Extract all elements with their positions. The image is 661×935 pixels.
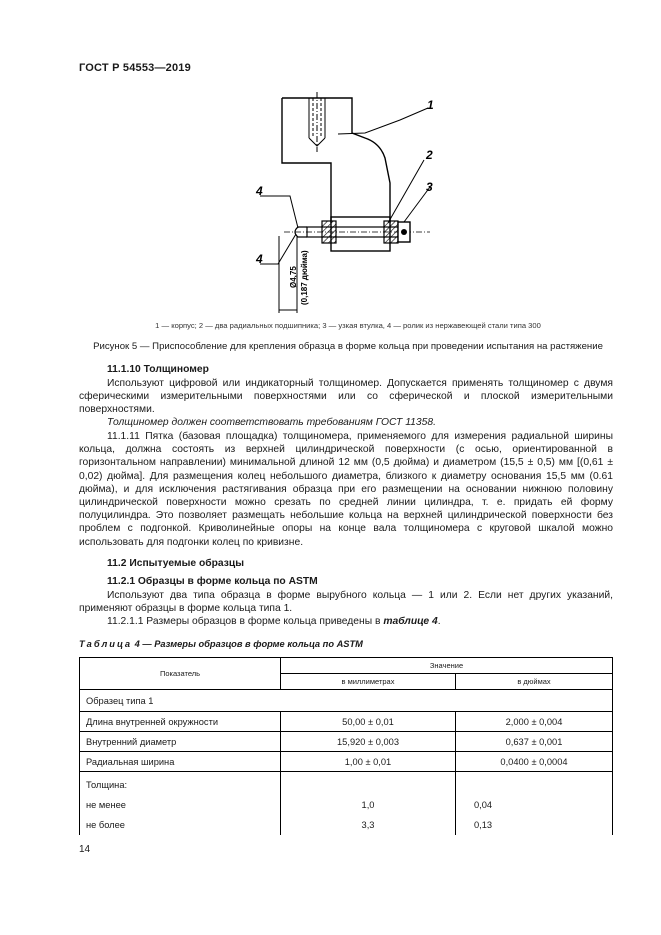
figure-legend: 1 — корпус; 2 — два радиальных подшипника; 3 — узкая втулка, 4 — ролик из нержавеющей стали типа 300 [155,321,541,330]
row-label: не более [86,820,125,830]
paragraph-11-2-1-1 [79,615,613,628]
row-in: 0,13 [474,820,493,830]
thickness-mm [281,772,456,836]
row-label: Радиальная ширина [80,752,281,772]
row-mm: 1,00 ± 0,01 [281,752,456,772]
row-label: Внутренний диаметр [80,732,281,752]
paragraph-11-2-1: Используют два типа образца в форме вырубного кольца — 1 или 2. Если нет других указаний, применяют образцы в форме кольца типа 1. [79,590,613,615]
header-indicator: Показатель [80,658,281,690]
paragraph-11-1-11: 11.1.11 Пятка (базовая площадка) толщиномера, применяемого для измерения радиальной ширины кольца, должна состоять из верхней цилиндрической поверхности (с осью, ориентированной в горизонтальном направлении) минимальной длиной 12 мм (0,5 дюйма) и диаметром (15,5 ± 0,5) мм [(0,61 ± 0,02) дюйма]. Для размещения колец небольшого диаметра, близкого к диаметру основания 15,5 мм (0.61 дюйма), и для исключения растягивания образца при его размещении на основании нижнюю половину цилиндрической поверхности можно срезать по средней линии цилиндра, т. е. придать ей форму полуцилиндра. Это позволяет размещать небольшие кольца на верхней цилиндрической поверхности без проблем с подгонкой. Криволинейные опоры на конце вала толщиномера с круговой шкалой можно использовать для подгонки колец по кривизне. [79,431,613,548]
paragraph-gauge: Используют цифровой или индикаторный толщиномер. Допускается применять толщиномер с двумя сферическими измерительными поверхностями или со сферической и плоской измерительными поверхностями. [79,378,613,416]
thickness-labels [80,772,281,836]
figure-5-drawing [200,88,480,316]
figure-caption: Рисунок 5 — Приспособление для крепления образца в форме кольца при проведении испытания на растяжение [93,341,603,352]
table-4-reference[interactable]: таблице 4 [383,616,438,627]
row-label: Образец типа 1 [80,690,613,712]
row-mm: 3,3 [361,820,375,830]
table-row [80,752,613,772]
callout-1: 1 [427,98,434,112]
heading-11-2-1: 11.2.1 Образцы в форме кольца по ASTM [107,576,318,587]
row-mm: 15,920 ± 0,003 [281,732,456,752]
table-row-thickness-group [80,772,613,836]
table-caption-label: Таблица [79,639,132,649]
header-value: Значение [281,658,613,674]
threaded-hole [309,92,325,152]
heading-11-1-10: 11.1.10 Толщиномер [107,364,209,375]
table-row [80,690,613,712]
table-4 [79,657,613,835]
row-label: Толщина: [86,780,128,790]
row-in: 0,637 ± 0,001 [456,732,613,752]
row-label: Длина внутренней окружности [80,712,281,732]
bearing-right [384,221,398,243]
page-number: 14 [79,844,91,855]
paragraph-11-2-1-1-text: 11.2.1.1 Размеры образцов в форме кольца приведены в [107,616,384,627]
table-header-row [80,658,613,674]
callout-2: 2 [426,148,433,162]
row-in: 0,0400 ± 0,0004 [456,752,613,772]
row-mm: 50,00 ± 0,01 [281,712,456,732]
callout-4-bottom: 4 [256,252,263,266]
thickness-in [456,772,613,836]
header-inches: в дюймах [456,674,613,690]
callout-4-top: 4 [256,184,263,198]
document-code: ГОСТ Р 54553—2019 [79,62,191,74]
heading-11-2: 11.2 Испытуемые образцы [107,558,244,569]
bearing-left [322,221,336,243]
row-mm: 1,0 [361,800,375,810]
table-caption [79,639,363,649]
dimension-inch: (0,187 дюйма) [300,250,309,305]
table-row [80,732,613,752]
dimension-mm: Ø4,75 [289,266,298,288]
paragraph-11-2-1-1-end: . [437,616,441,627]
row-in: 0,04 [474,800,493,810]
leader-lines [260,108,430,313]
shaft-assembly [284,221,430,243]
paragraph-gauge-standard: Толщиномер должен соответствовать требованиям ГОСТ 11358. [107,417,436,428]
callout-3: 3 [426,180,433,194]
row-in: 2,000 ± 0,004 [456,712,613,732]
table-row [80,712,613,732]
header-mm: в миллиметрах [281,674,456,690]
table-caption-text: 4 — Размеры образцов в форме кольца по ASTM [134,639,363,649]
row-label: не менее [86,800,126,810]
